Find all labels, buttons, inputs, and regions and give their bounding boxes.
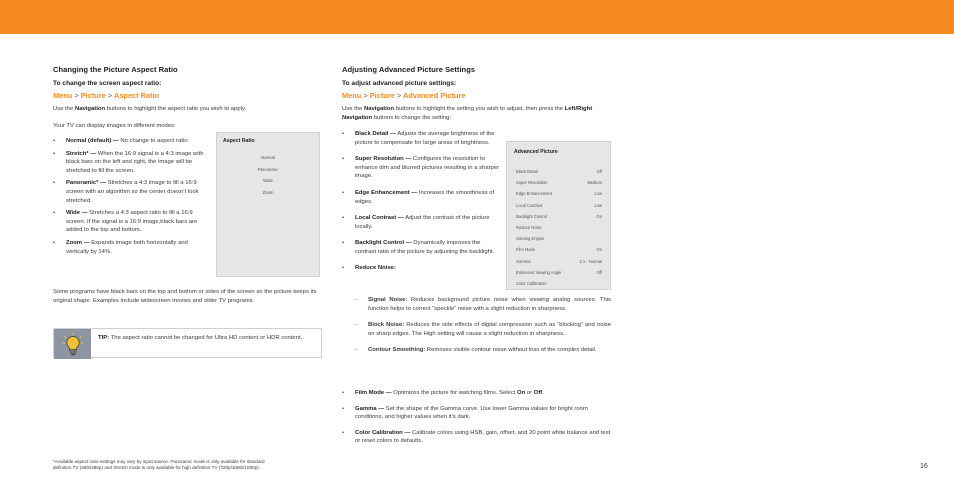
- item-text: Set the shape of the Gamma curve. Use lower Gamma values for bright room conditions, and higher values when it’s dark.: [355, 405, 588, 421]
- menu-row-super-resolution[interactable]: [516, 177, 602, 188]
- menu-row-label: Gaming Engine: [516, 236, 545, 242]
- menu-row-black-detail[interactable]: [516, 166, 602, 177]
- breadcrumb-item: Picture: [80, 91, 106, 100]
- tip-text: [98, 334, 313, 343]
- menu-row-reduce-noise[interactable]: [516, 222, 602, 233]
- breadcrumb-advanced-picture: [342, 91, 465, 100]
- item-text: Configures the resolution to enhance dim and blurred pictures resulting in a sharper image.: [355, 156, 500, 180]
- item-label: Wide —: [66, 210, 88, 217]
- breadcrumb-item: Menu: [53, 91, 73, 100]
- menu-title: Advanced Picture: [514, 149, 558, 155]
- menu-option-zoom[interactable]: Zoom: [262, 189, 274, 195]
- menu-row-backlight-control[interactable]: [516, 211, 602, 222]
- tip-box: [53, 328, 322, 358]
- text: Use the: [53, 106, 75, 112]
- menu-row-local-contrast[interactable]: [516, 200, 602, 211]
- item-label: Zoom —: [66, 239, 90, 246]
- item-label: Super Resolution —: [355, 156, 412, 163]
- item-text: Adjust the contrast of the picture locally.: [355, 215, 490, 230]
- section-title-advanced-picture: Adjusting Advanced Picture Settings: [342, 65, 476, 74]
- list-item: [342, 239, 500, 256]
- item-label: On: [517, 390, 526, 396]
- list-item: [53, 209, 211, 235]
- advanced-setting-list-bottom: [342, 389, 612, 446]
- subtitle-advanced-picture: To adjust advanced picture settings:: [342, 80, 457, 87]
- item-text: Reduces the side effects of digital compression such as “blocking” and noise on sharp edges. The High setting will cause a slight reduction in sharpness.: [368, 322, 611, 337]
- menu-row-label: Reduce Noise: [516, 224, 542, 230]
- modes-intro: Your TV can display images in different modes:: [53, 123, 176, 129]
- menu-row-label: Enhanced Viewing Angle: [516, 269, 562, 275]
- menu-options: [217, 152, 319, 198]
- item-text: Dynamically improves the contrast ratio of the picture by adjusting the backlight.: [355, 240, 495, 255]
- text: buttons to highlight the setting you wish to adjust, then press the: [394, 106, 565, 112]
- item-label: Contour Smoothing:: [368, 347, 426, 354]
- item-text: Increases the smoothness of edges.: [355, 189, 495, 205]
- item-label: Normal (default) —: [66, 138, 119, 144]
- intro-aspect-ratio: [53, 105, 323, 114]
- tip-icon-panel: [54, 329, 91, 359]
- list-item: [342, 389, 612, 398]
- menu-option-panoramic[interactable]: Panoramic: [257, 166, 279, 172]
- closing-paragraph: Some programs have black bars on the top and bottom or sides of the screen so the picture keeps its original shape. Examples include widescreen movies and older TV programs.: [53, 289, 317, 304]
- text: buttons to change the setting:: [372, 114, 452, 121]
- tip-label: TIP:: [98, 335, 110, 341]
- tip-body: The aspect ratio cannot be changed for Ultra HD content or HDR content.: [109, 335, 303, 341]
- item-text: Reduces background picture noise when viewing analog sources. This function helps to correct “speckle” noise with a slight reduction in sharpness.: [368, 297, 611, 312]
- item-label: Gamma —: [355, 405, 385, 412]
- item-label: Black Detail —: [355, 131, 396, 137]
- item-label: Off: [533, 390, 543, 396]
- menu-row-value: On: [596, 213, 602, 219]
- reduce-noise-sublist: [355, 296, 611, 355]
- breadcrumb-separator: >: [74, 91, 79, 100]
- menu-row-label: Super Resolution: [516, 180, 548, 186]
- menu-title: Aspect Ratio: [223, 138, 255, 144]
- intro-advanced-picture: [342, 105, 612, 122]
- sublist-item: [355, 296, 611, 313]
- menu-row-label: Black Detail: [516, 169, 538, 174]
- menu-row-value: Low: [594, 202, 602, 208]
- text-bold: Navigation: [363, 106, 395, 112]
- text-bold: Left/Right Navigation: [342, 106, 593, 121]
- item-label: Stretch* —: [66, 150, 97, 157]
- list-item: [342, 214, 500, 231]
- menu-row-label: Backlight Control: [516, 213, 547, 219]
- breadcrumb-item: Picture: [369, 91, 395, 100]
- menu-row-value: Off: [596, 169, 602, 174]
- list-item: [342, 130, 500, 147]
- item-label: Edge Enhancement —: [355, 189, 418, 196]
- item-label: Block Noise:: [368, 322, 405, 329]
- item-text: or: [525, 390, 534, 396]
- menu-option-normal[interactable]: Normal: [261, 155, 275, 160]
- breadcrumb-separator: >: [396, 91, 402, 100]
- item-label: Backlight Control —: [355, 240, 412, 247]
- menu-row-gaming-engine[interactable]: [516, 233, 602, 244]
- list-item: [53, 150, 211, 176]
- menu-row-value: On: [596, 247, 602, 253]
- breadcrumb-item: Menu: [342, 91, 362, 100]
- menu-row-label: Edge Enhancement: [516, 191, 552, 197]
- item-label: Local Contrast —: [355, 215, 404, 222]
- sublist-item: [355, 321, 611, 338]
- menu-option-wide[interactable]: Wide: [263, 178, 273, 184]
- menu-row-value: Low: [594, 191, 602, 197]
- menu-row-value: 2.1 - Normal: [579, 258, 602, 264]
- aspect-mode-list: [53, 137, 211, 256]
- text: buttons to highlight the aspect ratio you wish to apply.: [105, 106, 247, 112]
- list-item: [53, 137, 211, 146]
- text: Use the: [342, 106, 364, 112]
- item-text: Removes visible contour noise without loss of the complex detail.: [425, 347, 597, 354]
- item-label: Panoramic* —: [66, 180, 106, 187]
- item-text: No change to aspect ratio.: [118, 138, 190, 144]
- aspect-ratio-menu-panel: [216, 132, 320, 277]
- menu-row-gamma[interactable]: [516, 256, 602, 267]
- list-item: [342, 405, 612, 422]
- menu-row-color-calibration[interactable]: [516, 278, 602, 289]
- advanced-setting-list: [342, 130, 500, 272]
- list-item: [53, 239, 211, 256]
- item-label: Color Calibration —: [355, 429, 411, 436]
- menu-row-value: Off: [596, 269, 602, 275]
- section-title-aspect-ratio: Changing the Picture Aspect Ratio: [53, 65, 178, 74]
- lightbulb-icon: [62, 332, 84, 361]
- item-text: Optimizes the picture for watching films. Select: [391, 390, 518, 396]
- item-text: Stretches a 4:3 image to fill a 16:9 screen with an algorithm so the center doesn’t look stretched.: [66, 180, 199, 204]
- breadcrumb-separator: >: [107, 91, 113, 100]
- item-text: Stretches a 4:3 aspect ratio to fill a 16:9 screen. If the signal is a 16:9 image,black bars are added to the top and bottom.: [66, 210, 198, 234]
- breadcrumb-item: Advanced Picture: [402, 91, 466, 100]
- menu-row-label: Local Contrast: [516, 202, 543, 208]
- subtitle-aspect-ratio: To change the screen aspect ratio:: [53, 80, 162, 87]
- menu-row-enhanced-viewing-angle[interactable]: [516, 267, 602, 278]
- menu-row-label: Film Mode: [516, 247, 536, 253]
- menu-row-value: Medium: [587, 180, 602, 186]
- item-text: Calibrate colors using HSB, gain, offset, and 20 point white balance and test or reset colors to defaults.: [355, 429, 611, 445]
- menu-row-edge-enhancement[interactable]: [516, 188, 602, 199]
- item-label: Reduce Noise:: [355, 264, 396, 271]
- menu-row-label: Gamma: [516, 258, 531, 264]
- item-text: .: [542, 390, 544, 396]
- footnote-line: *Available aspect ratio settings may vary by input source. Panoramic mode is only available for standard: [53, 459, 265, 464]
- item-text: Expands image both horizontally and vertically by 14%.: [66, 239, 188, 255]
- advanced-picture-menu-panel: [506, 141, 611, 290]
- list-item: [342, 189, 500, 206]
- text-bold: Navigation: [74, 106, 106, 112]
- list-item: [342, 429, 612, 446]
- breadcrumb-aspect-ratio: [53, 91, 159, 100]
- item-label: Signal Noise:: [368, 297, 408, 303]
- list-item: [53, 179, 211, 205]
- item-text: When the 16:9 signal is a 4:3 image with black bars on the left and right, the image will be stretched to fill the screen.: [66, 150, 204, 174]
- list-item: [342, 155, 500, 181]
- item-text: Adjusts the average brightness of the picture to compensate for large areas of brightness.: [355, 131, 495, 146]
- menu-rows: [516, 166, 602, 289]
- footnote-line: definition TV (480i/480p) and Stretch mode is only available for high definition TV (720p/1080i/1080p).: [53, 465, 260, 471]
- breadcrumb-separator: >: [363, 91, 368, 100]
- list-item: [342, 264, 500, 273]
- header-bar: [0, 0, 954, 34]
- breadcrumb-item: Aspect Ratio: [113, 91, 160, 100]
- item-label: Film Mode —: [355, 390, 392, 396]
- sublist-item: [355, 346, 611, 355]
- menu-row-film-mode[interactable]: [516, 244, 602, 255]
- footnote: [53, 459, 343, 472]
- menu-row-label: Color Calibration: [516, 280, 547, 286]
- page-number: 16: [920, 463, 928, 470]
